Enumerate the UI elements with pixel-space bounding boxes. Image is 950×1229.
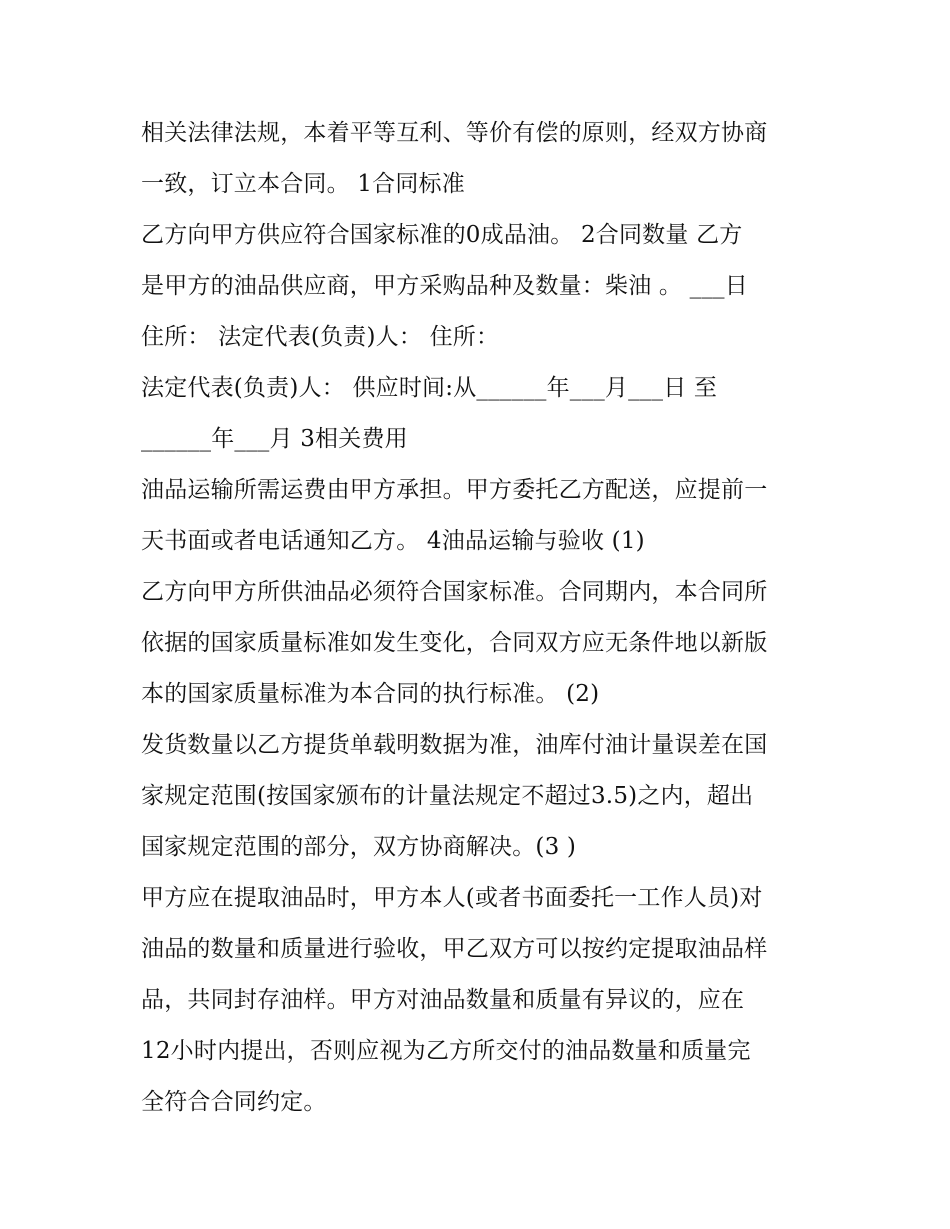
- text-line-18: 品，共同封存油样。甲方对油品数量和质量有异议的，应在: [141, 987, 745, 1013]
- text-line-12: 本的国家质量标准为本合同的执行标准。 (2): [141, 681, 600, 707]
- text-line-20: 全符合合同约定。: [141, 1089, 327, 1115]
- text-line-7: ______年___月 3相关费用: [141, 426, 408, 452]
- contract-text: [141, 108, 831, 1128]
- text-line-3: 乙方向甲方供应符合国家标准的0成品油。 2合同数量 乙方: [141, 222, 743, 248]
- text-line-4: 是甲方的油品供应商，甲方采购品种及数量：柴油 。 ___日: [141, 273, 748, 299]
- text-line-16: 甲方应在提取油品时，甲方本人(或者书面委托一工作人员)对: [141, 885, 763, 911]
- text-line-19: 12小时内提出，否则应视为乙方所交付的油品数量和质量完: [141, 1038, 751, 1064]
- text-line-11: 依据的国家质量标准如发生变化，合同双方应无条件地以新版: [141, 630, 768, 656]
- text-line-14: 家规定范围(按国家颁布的计量法规定不超过3.5)之内，超出: [141, 783, 754, 809]
- text-line-6: 法定代表(负责)人： 供应时间:从______年___月___日 至: [141, 375, 718, 401]
- text-line-13: 发货数量以乙方提货单载明数据为准，油库付油计量误差在国: [141, 732, 768, 758]
- text-line-1: 相关法律法规，本着平等互利、等价有偿的原则，经双方协商: [141, 120, 768, 146]
- text-line-8: 油品运输所需运费由甲方承担。甲方委托乙方配送，应提前一: [141, 477, 768, 503]
- text-line-15: 国家规定范围的部分，双方协商解决。(3 ): [141, 834, 577, 860]
- text-line-10: 乙方向甲方所供油品必须符合国家标准。合同期内，本合同所: [141, 579, 768, 605]
- text-line-5: 住所： 法定代表(负责)人： 住所：: [141, 324, 500, 350]
- text-line-9: 天书面或者电话通知乙方。 4油品运输与验收 (1): [141, 528, 645, 554]
- text-line-17: 油品的数量和质量进行验收，甲乙双方可以按约定提取油品样: [141, 936, 768, 962]
- text-line-2: 一致，订立本合同。 1合同标准: [141, 171, 465, 197]
